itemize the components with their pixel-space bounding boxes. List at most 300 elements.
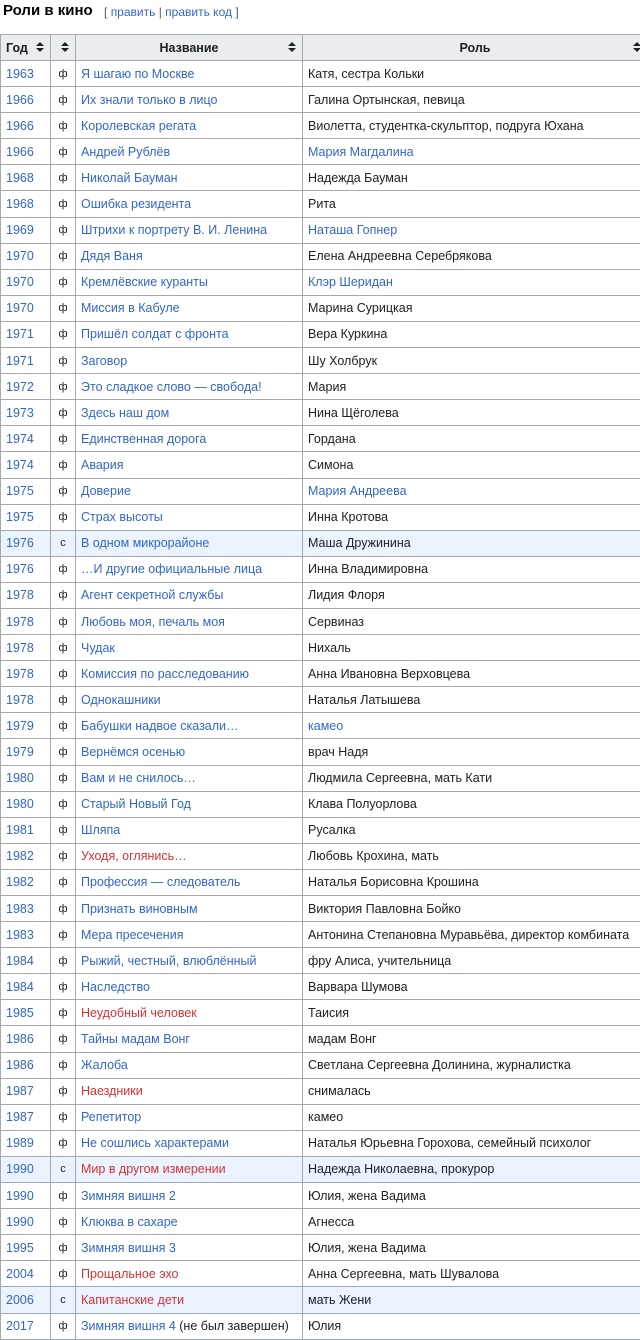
table-row: [1, 582, 640, 608]
table-row: [1, 191, 640, 217]
table-row: [1, 243, 640, 269]
role-text: Наталья Латышева: [308, 693, 420, 707]
role-text: Юлия, жена Вадима: [308, 1189, 426, 1203]
cell-year: [1, 269, 51, 295]
table-row: [1, 765, 640, 791]
cell-role: [303, 400, 640, 426]
film-title-link[interactable]: Дядя Ваня: [81, 249, 143, 263]
role-text: Рита: [308, 197, 336, 211]
cell-year: [1, 1209, 51, 1235]
cell-year: [1, 948, 51, 974]
cell-type: ф: [51, 452, 76, 478]
cell-type: ф: [51, 869, 76, 895]
cell-role: [303, 635, 640, 661]
role-text: Лидия Флоря: [308, 588, 385, 602]
cell-title: [76, 974, 303, 1000]
cell-year: [1, 608, 51, 634]
film-title-link[interactable]: Мир в другом измерении: [81, 1162, 226, 1176]
table-row: [1, 843, 640, 869]
role-text: Катя, сестра Кольки: [308, 67, 424, 81]
cell-title: [76, 374, 303, 400]
year-link[interactable]: 1970: [6, 301, 34, 315]
year-link[interactable]: 1971: [6, 354, 34, 368]
cell-role: [303, 765, 640, 791]
table-row: [1, 817, 640, 843]
table-row: [1, 400, 640, 426]
table-row: [1, 635, 640, 661]
film-title-link[interactable]: Здесь наш дом: [81, 406, 169, 420]
film-title-link[interactable]: Доверие: [81, 484, 131, 498]
cell-role: [303, 1235, 640, 1261]
cell-type: ф: [51, 61, 76, 87]
cell-type: ф: [51, 400, 76, 426]
film-title-link[interactable]: Тайны мадам Вонг: [81, 1032, 190, 1046]
table-row: [1, 1183, 640, 1209]
cell-role: [303, 687, 640, 713]
cell-type: ф: [51, 608, 76, 634]
role-text: Мария: [308, 380, 346, 394]
role-text: Любовь Крохина, мать: [308, 849, 439, 863]
film-title-link[interactable]: Заговор: [81, 354, 127, 368]
edit-separator: |: [159, 5, 162, 19]
cell-title: [76, 556, 303, 582]
film-title-link[interactable]: Клюква в сахаре: [81, 1215, 178, 1229]
year-link[interactable]: 1968: [6, 171, 34, 185]
cell-role: [303, 896, 640, 922]
cell-title: [76, 713, 303, 739]
cell-type: с: [51, 530, 76, 556]
film-title-link[interactable]: Страх высоты: [81, 510, 163, 524]
cell-year: [1, 582, 51, 608]
edit-code-link[interactable]: править код: [165, 5, 232, 19]
cell-role: [303, 739, 640, 765]
year-link[interactable]: 1968: [6, 197, 34, 211]
cell-year: [1, 713, 51, 739]
year-link[interactable]: 1978: [6, 693, 34, 707]
role-text: Юлия, жена Вадима: [308, 1241, 426, 1255]
cell-title: [76, 661, 303, 687]
film-title-link[interactable]: Я шагаю по Москве: [81, 67, 194, 81]
cell-title: [76, 400, 303, 426]
film-title-note: (не был завершен): [176, 1319, 289, 1333]
year-link[interactable]: 1983: [6, 928, 34, 942]
film-title-link[interactable]: Капитанские дети: [81, 1293, 184, 1307]
table-row: [1, 113, 640, 139]
cell-year: [1, 661, 51, 687]
cell-year: [1, 321, 51, 347]
role-text: Наталья Борисовна Крошина: [308, 875, 479, 889]
film-title-link[interactable]: Жалоба: [81, 1058, 128, 1072]
cell-title: [76, 530, 303, 556]
cell-role: [303, 713, 640, 739]
film-title-link[interactable]: Бабушки надвое сказали…: [81, 719, 239, 733]
year-link[interactable]: 1966: [6, 145, 34, 159]
film-title-link[interactable]: Николай Бауман: [81, 171, 178, 185]
cell-type: ф: [51, 817, 76, 843]
sort-icon[interactable]: [633, 42, 640, 53]
film-title-link[interactable]: Штрихи к портрету В. И. Ленина: [81, 223, 267, 237]
film-title-link[interactable]: В одном микрорайоне: [81, 536, 209, 550]
cell-title: [76, 608, 303, 634]
cell-type: ф: [51, 1052, 76, 1078]
cell-year: [1, 504, 51, 530]
film-title-link[interactable]: Кремлёвские куранты: [81, 275, 208, 289]
cell-title: [76, 1052, 303, 1078]
cell-title: [76, 635, 303, 661]
cell-year: [1, 452, 51, 478]
cell-year: [1, 374, 51, 400]
cell-year: [1, 478, 51, 504]
film-title-link[interactable]: Мера пресечения: [81, 928, 183, 942]
column-header-role[interactable]: [303, 35, 640, 61]
cell-role: [303, 478, 640, 504]
film-title-link[interactable]: Пришёл солдат с фронта: [81, 327, 229, 341]
film-title-link[interactable]: Их знали только в лицо: [81, 93, 218, 107]
role-text: Нихаль: [308, 641, 351, 655]
table-row: [1, 791, 640, 817]
year-link[interactable]: 1972: [6, 380, 34, 394]
cell-year: [1, 922, 51, 948]
year-link[interactable]: 1970: [6, 249, 34, 263]
year-link[interactable]: 2017: [6, 1319, 34, 1333]
film-title-link[interactable]: Наследство: [81, 980, 150, 994]
film-title-link[interactable]: Шляпа: [81, 823, 120, 837]
year-link[interactable]: 1987: [6, 1110, 34, 1124]
table-row: [1, 1026, 640, 1052]
section-header: [0, 0, 640, 34]
role-text: мать Жени: [308, 1293, 371, 1307]
role-text: фру Алиса, учительница: [308, 954, 451, 968]
cell-role: [303, 817, 640, 843]
year-link[interactable]: 1981: [6, 823, 34, 837]
year-link[interactable]: 1982: [6, 875, 34, 889]
cell-role: [303, 321, 640, 347]
cell-role: [303, 426, 640, 452]
edit-link[interactable]: править: [111, 5, 156, 19]
year-link[interactable]: 1966: [6, 93, 34, 107]
cell-year: [1, 1078, 51, 1104]
cell-type: ф: [51, 739, 76, 765]
year-link[interactable]: 1974: [6, 432, 34, 446]
role-text: Анна Ивановна Верховцева: [308, 667, 470, 681]
cell-title: [76, 817, 303, 843]
cell-role: [303, 922, 640, 948]
film-title-link[interactable]: Агент секретной службы: [81, 588, 223, 602]
cell-role: [303, 113, 640, 139]
cell-title: [76, 1313, 303, 1339]
film-title-link[interactable]: Зимняя вишня 2: [81, 1189, 176, 1203]
cell-year: [1, 139, 51, 165]
film-title-link[interactable]: Признать виновным: [81, 902, 198, 916]
cell-title: [76, 1287, 303, 1313]
cell-type: ф: [51, 687, 76, 713]
cell-title: [76, 687, 303, 713]
year-link[interactable]: 1980: [6, 771, 34, 785]
film-title-link[interactable]: Вам и не снилось…: [81, 771, 196, 785]
table-row: [1, 295, 640, 321]
year-link[interactable]: 1987: [6, 1084, 34, 1098]
table-row: [1, 869, 640, 895]
film-title-link[interactable]: …И другие официальные лица: [81, 562, 262, 576]
year-link[interactable]: 1985: [6, 1006, 34, 1020]
year-link[interactable]: 1990: [6, 1215, 34, 1229]
cell-year: [1, 765, 51, 791]
role-text: Сервиназ: [308, 615, 364, 629]
cell-year: [1, 295, 51, 321]
table-row: [1, 556, 640, 582]
year-link[interactable]: 1971: [6, 327, 34, 341]
cell-role: [303, 1287, 640, 1313]
year-link[interactable]: 1990: [6, 1189, 34, 1203]
role-text: врач Надя: [308, 745, 368, 759]
sort-icon[interactable]: [288, 42, 296, 53]
cell-role: [303, 1183, 640, 1209]
year-link[interactable]: 1990: [6, 1162, 34, 1176]
section-title: Роли в кино: [3, 1, 93, 21]
cell-type: ф: [51, 1235, 76, 1261]
cell-year: [1, 896, 51, 922]
year-link[interactable]: 1973: [6, 406, 34, 420]
cell-year: [1, 1026, 51, 1052]
cell-year: [1, 165, 51, 191]
role-text: камео: [308, 1110, 343, 1124]
cell-type: ф: [51, 504, 76, 530]
film-title-link[interactable]: Зимняя вишня 3: [81, 1241, 176, 1255]
film-title-link[interactable]: Вернёмся осенью: [81, 745, 185, 759]
year-link[interactable]: 1976: [6, 562, 34, 576]
table-row: [1, 608, 640, 634]
role-text: Марина Сурицкая: [308, 301, 412, 315]
year-link[interactable]: 1986: [6, 1058, 34, 1072]
table-row: [1, 661, 640, 687]
cell-title: [76, 61, 303, 87]
cell-type: ф: [51, 1313, 76, 1339]
cell-type: ф: [51, 896, 76, 922]
table-row: [1, 452, 640, 478]
year-link[interactable]: 1984: [6, 954, 34, 968]
year-link[interactable]: 1982: [6, 849, 34, 863]
year-link[interactable]: 1979: [6, 719, 34, 733]
film-title-link[interactable]: Репетитор: [81, 1110, 141, 1124]
year-link[interactable]: 1995: [6, 1241, 34, 1255]
cell-year: [1, 739, 51, 765]
cell-title: [76, 452, 303, 478]
sort-icon[interactable]: [61, 42, 69, 53]
cell-role: [303, 374, 640, 400]
cell-type: ф: [51, 87, 76, 113]
film-title-link[interactable]: Профессия — следователь: [81, 875, 240, 889]
year-link[interactable]: 1978: [6, 641, 34, 655]
film-title-link[interactable]: Наездники: [81, 1084, 143, 1098]
cell-title: [76, 1000, 303, 1026]
year-link[interactable]: 1966: [6, 119, 34, 133]
year-link[interactable]: 1963: [6, 67, 34, 81]
table-row: [1, 321, 640, 347]
film-title-link[interactable]: Авария: [81, 458, 124, 472]
year-link[interactable]: 1978: [6, 615, 34, 629]
table-row: [1, 1156, 640, 1182]
cell-title: [76, 1026, 303, 1052]
cell-title: [76, 504, 303, 530]
table-row: [1, 1209, 640, 1235]
film-title-link[interactable]: Старый Новый Год: [81, 797, 191, 811]
role-link[interactable]: Мария Андреева: [308, 484, 407, 498]
cell-year: [1, 87, 51, 113]
cell-year: [1, 1130, 51, 1156]
role-text: Юлия: [308, 1319, 341, 1333]
column-header-type[interactable]: [51, 35, 76, 61]
year-link[interactable]: 1979: [6, 745, 34, 759]
role-text: Надежда Бауман: [308, 171, 408, 185]
sort-icon[interactable]: [36, 42, 44, 53]
film-title-link[interactable]: Ошибка резидента: [81, 197, 191, 211]
edit-section-links: [104, 4, 239, 20]
year-link[interactable]: 1975: [6, 484, 34, 498]
cell-year: [1, 1104, 51, 1130]
cell-title: [76, 191, 303, 217]
table-row: [1, 139, 640, 165]
role-text: Симона: [308, 458, 353, 472]
film-title-link[interactable]: Неудобный человек: [81, 1006, 197, 1020]
film-title-link[interactable]: Рыжий, честный, влюблённый: [81, 954, 257, 968]
year-link[interactable]: 2004: [6, 1267, 34, 1281]
cell-title: [76, 217, 303, 243]
year-link[interactable]: 1969: [6, 223, 34, 237]
cell-role: [303, 843, 640, 869]
table-row: [1, 1130, 640, 1156]
role-text: Русалка: [308, 823, 356, 837]
year-link[interactable]: 1970: [6, 275, 34, 289]
cell-type: ф: [51, 974, 76, 1000]
cell-title: [76, 922, 303, 948]
cell-type: ф: [51, 243, 76, 269]
film-title-link[interactable]: Уходя, оглянись…: [81, 849, 187, 863]
film-title-link[interactable]: Зимняя вишня 4: [81, 1319, 176, 1333]
year-link[interactable]: 1976: [6, 536, 34, 550]
table-row: [1, 1000, 640, 1026]
year-link[interactable]: 1984: [6, 980, 34, 994]
table-row: [1, 713, 640, 739]
cell-type: ф: [51, 1104, 76, 1130]
role-text: Елена Андреевна Серебрякова: [308, 249, 492, 263]
film-title-link[interactable]: Прощальное эхо: [81, 1267, 179, 1281]
role-text: Надежда Николаевна, прокурор: [308, 1162, 494, 1176]
film-title-link[interactable]: Это сладкое слово — свобода!: [81, 380, 262, 394]
year-link[interactable]: 2006: [6, 1293, 34, 1307]
cell-title: [76, 1130, 303, 1156]
cell-title: [76, 165, 303, 191]
cell-role: [303, 948, 640, 974]
cell-title: [76, 896, 303, 922]
cell-type: ф: [51, 113, 76, 139]
column-header-year[interactable]: [1, 35, 51, 61]
year-link[interactable]: 1989: [6, 1136, 34, 1150]
cell-role: [303, 1052, 640, 1078]
film-title-link[interactable]: Однокашники: [81, 693, 161, 707]
cell-role: [303, 608, 640, 634]
role-text: Таисия: [308, 1006, 349, 1020]
year-link[interactable]: 1978: [6, 588, 34, 602]
year-link[interactable]: 1978: [6, 667, 34, 681]
column-header-title[interactable]: [76, 35, 303, 61]
role-link[interactable]: Клэр Шеридан: [308, 275, 393, 289]
film-title-link[interactable]: Андрей Рублёв: [81, 145, 170, 159]
cell-year: [1, 1287, 51, 1313]
cell-title: [76, 243, 303, 269]
cell-type: ф: [51, 556, 76, 582]
cell-role: [303, 1313, 640, 1339]
film-title-link[interactable]: Любовь моя, печаль моя: [81, 615, 225, 629]
year-link[interactable]: 1980: [6, 797, 34, 811]
film-title-link[interactable]: Единственная дорога: [81, 432, 206, 446]
role-link[interactable]: Мария Магдалина: [308, 145, 414, 159]
table-row: [1, 1313, 640, 1339]
cell-title: [76, 478, 303, 504]
table-header-row: [1, 35, 640, 61]
role-text: Наталья Юрьевна Горохова, семейный психолог: [308, 1136, 591, 1150]
table-row: [1, 426, 640, 452]
year-link[interactable]: 1983: [6, 902, 34, 916]
column-header-title-label: Название: [159, 41, 218, 55]
year-link[interactable]: 1975: [6, 510, 34, 524]
film-title-link[interactable]: Не сошлись характерами: [81, 1136, 229, 1150]
cell-type: ф: [51, 635, 76, 661]
film-title-link[interactable]: Чудак: [81, 641, 115, 655]
film-title-link[interactable]: Миссия в Кабуле: [81, 301, 180, 315]
cell-title: [76, 1156, 303, 1182]
year-link[interactable]: 1974: [6, 458, 34, 472]
cell-type: ф: [51, 661, 76, 687]
role-link[interactable]: Наташа Гопнер: [308, 223, 397, 237]
year-link[interactable]: 1986: [6, 1032, 34, 1046]
role-text: Виолетта, студентка-скульптор, подруга Юхана: [308, 119, 584, 133]
table-row: [1, 1078, 640, 1104]
role-text: Инна Владимировна: [308, 562, 428, 576]
cell-year: [1, 556, 51, 582]
film-title-link[interactable]: Комиссия по расследованию: [81, 667, 249, 681]
cell-type: ф: [51, 348, 76, 374]
role-text: Галина Ортынская, певица: [308, 93, 465, 107]
cell-year: [1, 217, 51, 243]
table-row: [1, 896, 640, 922]
cell-year: [1, 1156, 51, 1182]
role-link[interactable]: камео: [308, 719, 343, 733]
cell-year: [1, 348, 51, 374]
cell-role: [303, 1000, 640, 1026]
cell-type: ф: [51, 713, 76, 739]
cell-type: ф: [51, 1000, 76, 1026]
table-row: [1, 348, 640, 374]
cell-role: [303, 452, 640, 478]
column-header-role-label: Роль: [460, 41, 491, 55]
role-text: Вера Куркина: [308, 327, 387, 341]
cell-title: [76, 1209, 303, 1235]
table-row: [1, 1052, 640, 1078]
film-title-link[interactable]: Королевская регата: [81, 119, 196, 133]
role-text: Клава Полуорлова: [308, 797, 417, 811]
cell-type: ф: [51, 321, 76, 347]
column-header-year-label: Год: [6, 41, 28, 55]
role-text: Антонина Степановна Муравьёва, директор комбината: [308, 928, 629, 942]
cell-role: [303, 269, 640, 295]
cell-title: [76, 843, 303, 869]
edit-bracket-close: ]: [235, 5, 238, 19]
cell-role: [303, 139, 640, 165]
cell-role: [303, 191, 640, 217]
table-row: [1, 1104, 640, 1130]
cell-type: ф: [51, 1026, 76, 1052]
role-text: Гордана: [308, 432, 356, 446]
